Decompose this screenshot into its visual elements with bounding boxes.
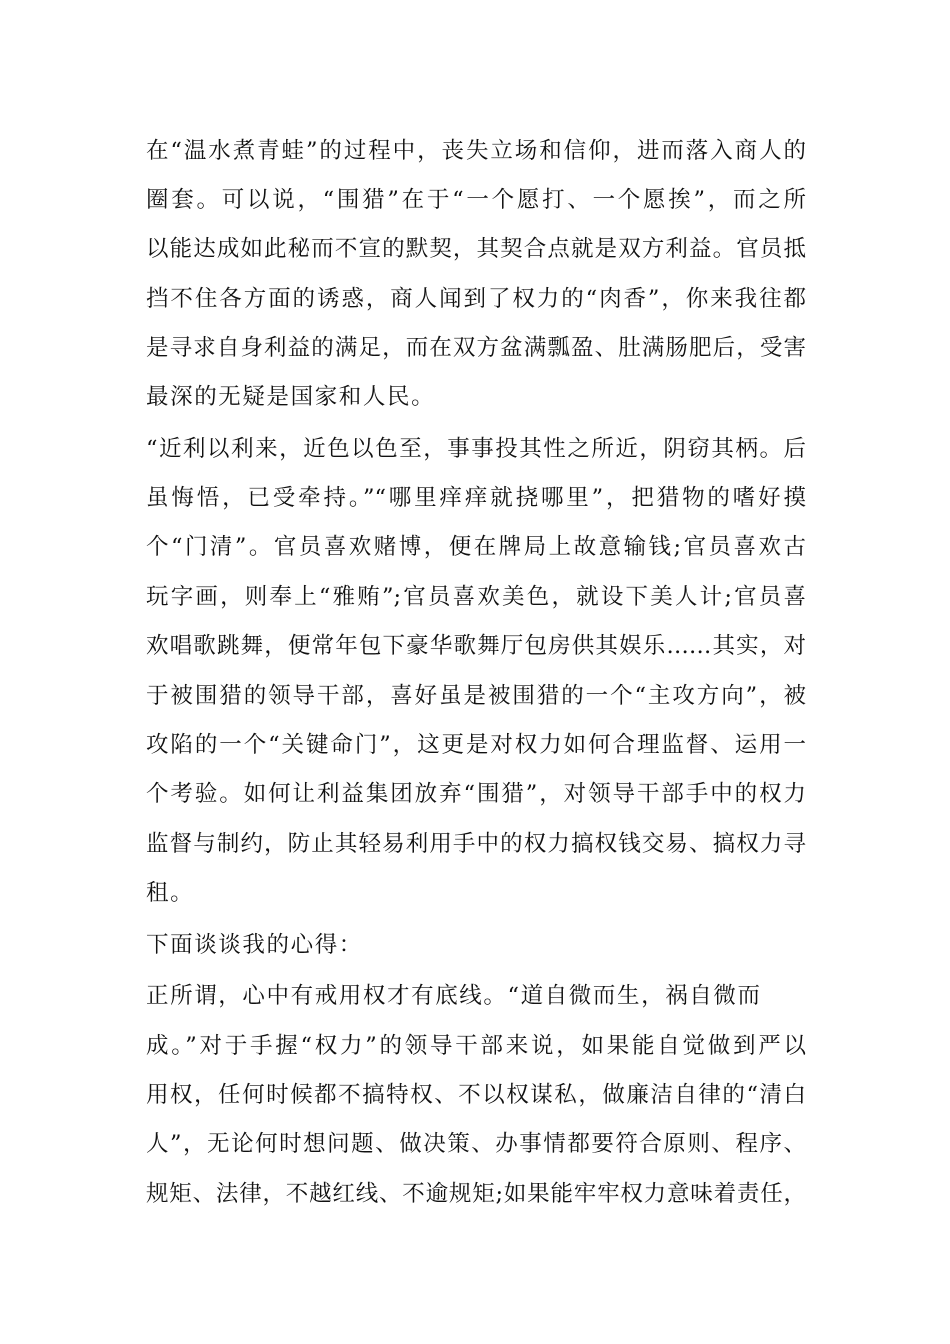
text-line: 租。 bbox=[146, 880, 195, 906]
text-line: 虽悔悟，已受牵持。”“哪里痒痒就挠哪里”，把猎物的嗜好摸 bbox=[146, 485, 806, 511]
text-line: 个考验。如何让利益集团放弃“围猎”，对领导干部手中的权力 bbox=[146, 781, 806, 807]
text-line: 用权，任何时候都不搞特权、不以权谋私，做廉洁自律的“清白 bbox=[146, 1082, 806, 1108]
text-line: 最深的无疑是国家和人民。 bbox=[146, 384, 436, 410]
text-line: 是寻求自身利益的满足，而在双方盆满瓢盈、肚满肠肥后，受害 bbox=[146, 335, 806, 361]
text-line: 人”，无论何时想问题、做决策、办事情都要符合原则、程序、 bbox=[146, 1131, 806, 1157]
text-line: 成。”对于手握“权力”的领导干部来说，如果能自觉做到严以 bbox=[146, 1033, 806, 1059]
text-line: 欢唱歌跳舞，便常年包下豪华歌舞厅包房供其娱乐……其实，对 bbox=[146, 633, 806, 659]
text-line: 以能达成如此秘而不宣的默契，其契合点就是双方利益。官员抵 bbox=[146, 236, 806, 262]
text-line: 规矩、法律，不越红线、不逾规矩;如果能牢牢权力意味着责任， bbox=[146, 1181, 806, 1207]
text-line: 个“门清”。官员喜欢赌博，便在牌局上故意输钱;官员喜欢古 bbox=[146, 534, 806, 560]
text-line: 在“温水煮青蛙”的过程中，丧失立场和信仰，进而落入商人的 bbox=[146, 138, 806, 164]
text-line: 于被围猎的领导干部，喜好虽是被围猎的一个“主攻方向”，被 bbox=[146, 683, 806, 709]
text-line: 下面谈谈我的心得： bbox=[146, 932, 363, 958]
text-line: 挡不住各方面的诱惑，商人闻到了权力的“肉香”，你来我往都 bbox=[146, 286, 806, 312]
text-line: “近利以利来，近色以色至，事事投其性之所近，阴窃其柄。后 bbox=[146, 436, 806, 462]
text-line: 正所谓，心中有戒用权才有底线。“道自微而生，祸自微而 bbox=[146, 983, 762, 1009]
text-line: 圈套。可以说，“围猎”在于“一个愿打、一个愿挨”，而之所 bbox=[146, 187, 806, 213]
text-line: 监督与制约，防止其轻易利用手中的权力搞权钱交易、搞权力寻 bbox=[146, 831, 806, 857]
text-line: 玩字画，则奉上“雅贿”;官员喜欢美色，就设下美人计;官员喜 bbox=[146, 584, 806, 610]
text-line: 攻陷的一个“关键命门”，这更是对权力如何合理监督、运用一 bbox=[146, 732, 806, 758]
